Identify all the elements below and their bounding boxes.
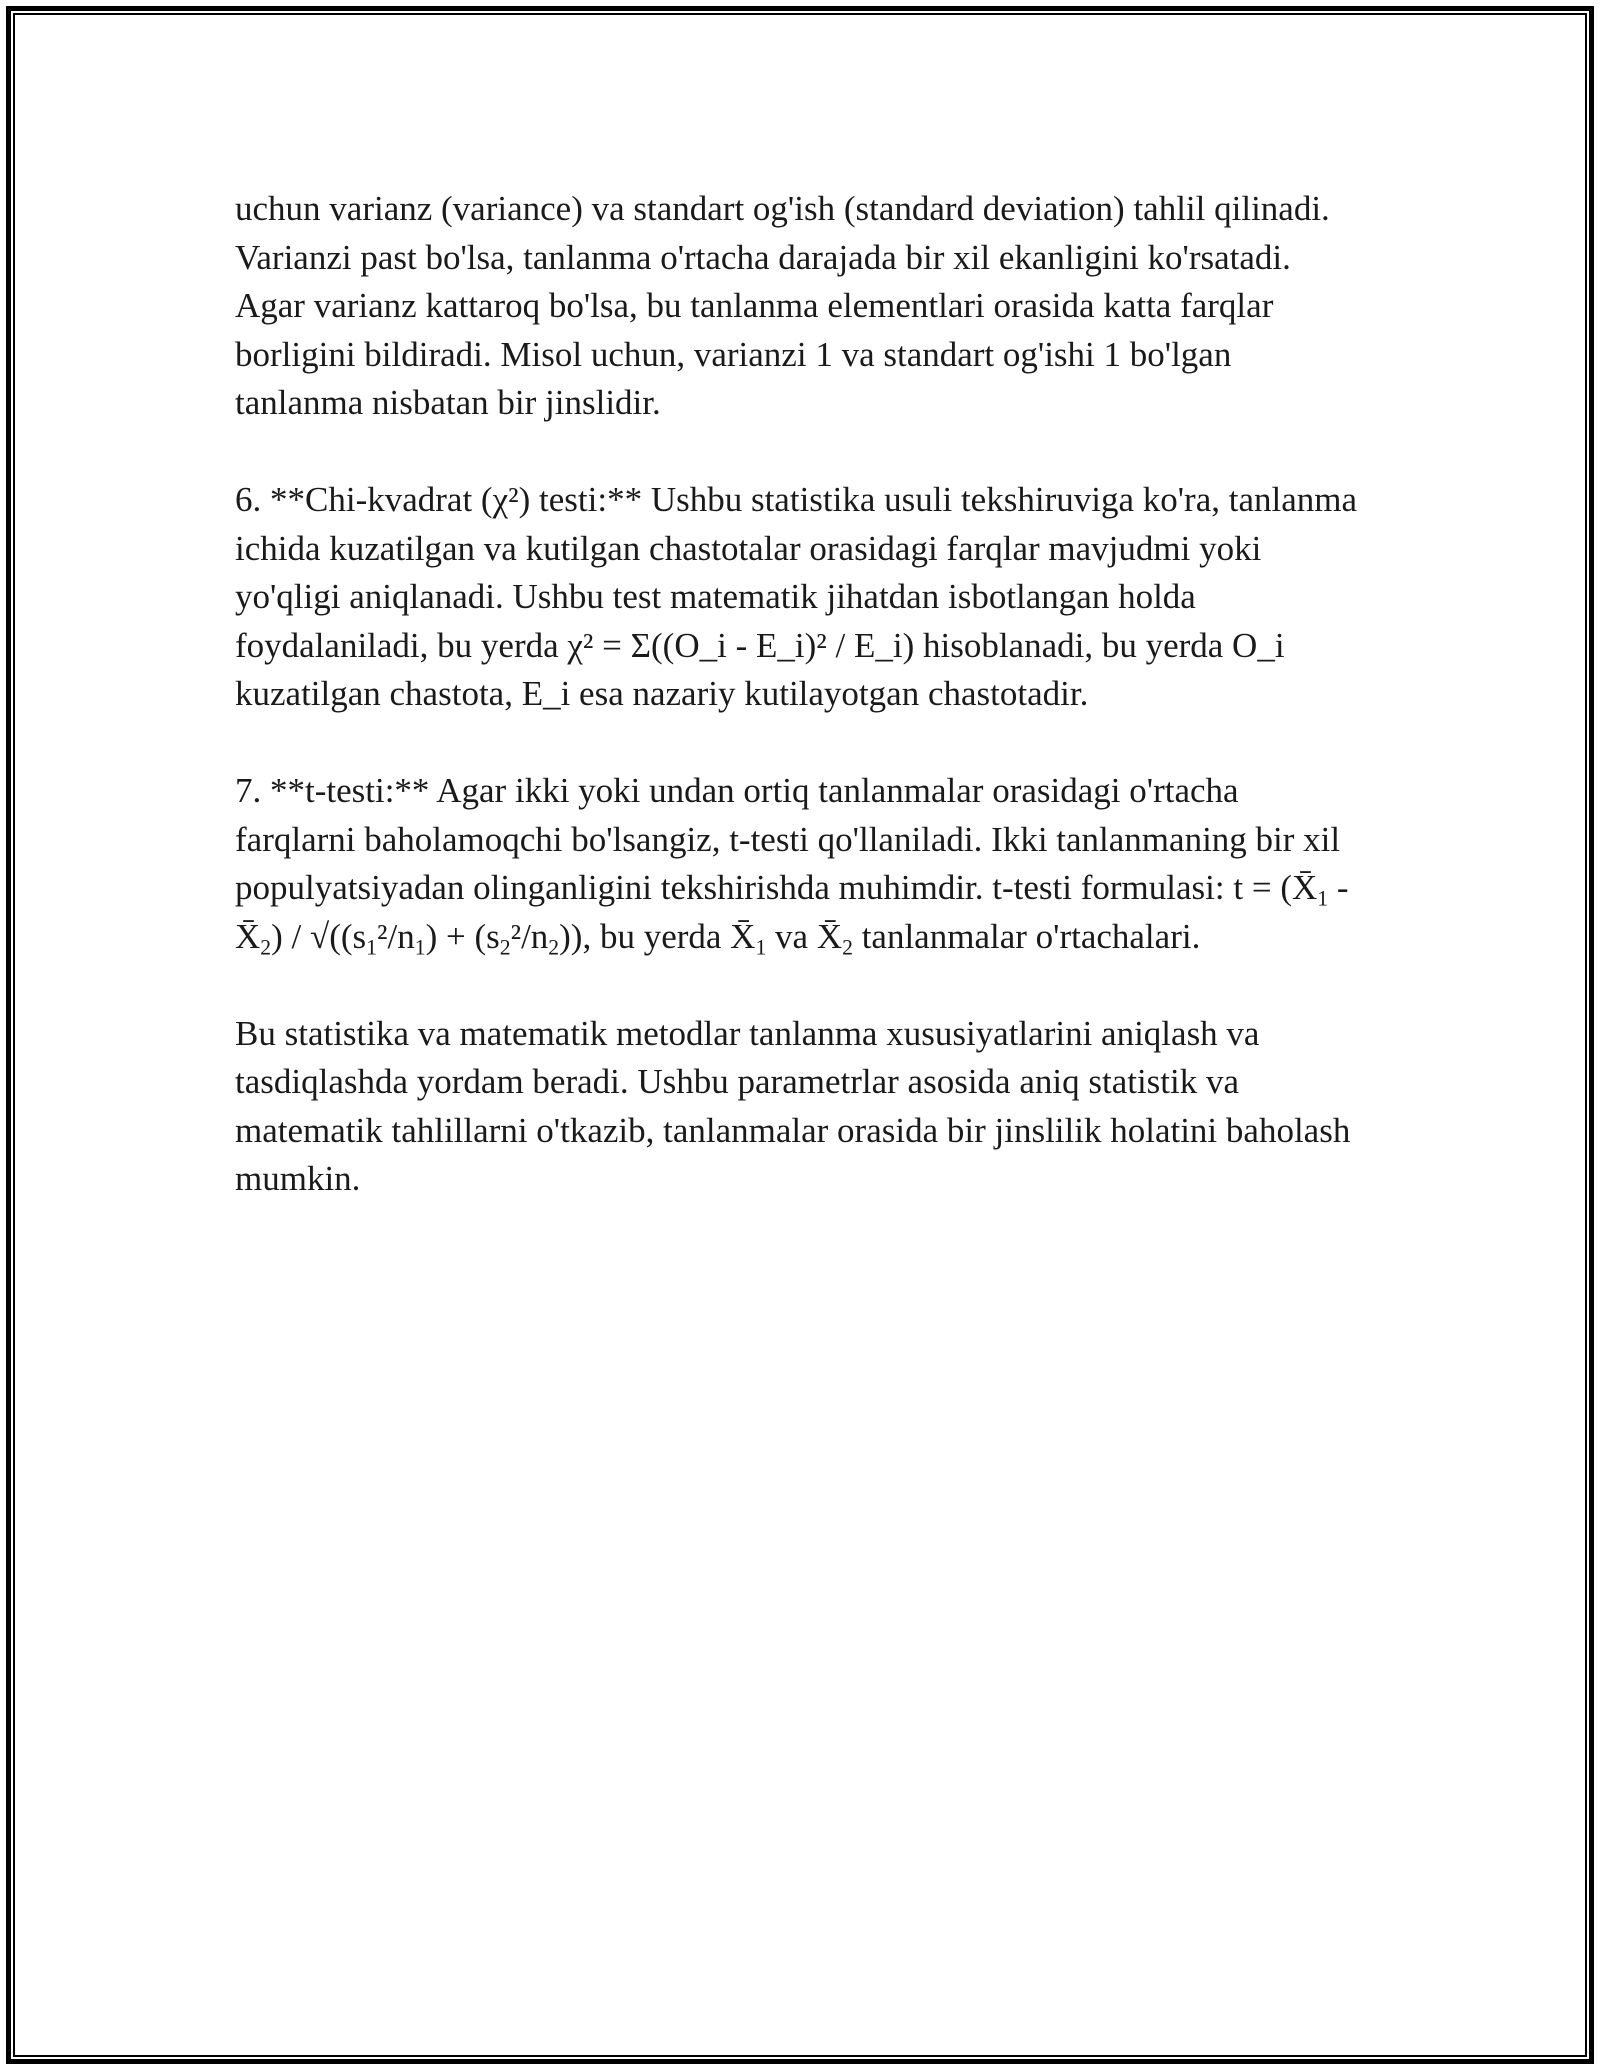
document-body bbox=[235, 185, 1360, 1204]
t-test-text-intro: 7. **t-testi:** Agar ikki yoki undan ortiq tanlanmalar orasidagi o'rtacha farqlarni baholamoqchi bo'lsangiz, t-testi qo'llaniladi. Ikki tanlanmaning bir xil populyatsiyadan olinganligini tekshirishda muhimdir. t-testi formulasi: t = (X̄ bbox=[235, 771, 1341, 907]
subscript: 1 bbox=[755, 935, 767, 959]
t-test-text-outro: tanlanmalar o'rtachalari. bbox=[852, 916, 1201, 956]
subscript: 1 bbox=[1317, 886, 1329, 911]
t-test-text: )), bu yerda X̄ bbox=[559, 916, 756, 956]
subscript: 2 bbox=[548, 935, 560, 959]
subscript: 2 bbox=[842, 935, 853, 959]
t-test-text: ) + (s bbox=[425, 916, 500, 956]
t-test-text: ) / √((s bbox=[271, 916, 367, 956]
paragraph-conclusion: Bu statistika va matematik metodlar tanlanma xususiyatlarini aniqlash va tasdiqlashda yordam beradi. Ushbu parametrlar asosida aniq statistik va matematik tahlillarni o'tkazib, tanlanmalar orasida bir jinslilik holatini baholash mumkin. bbox=[235, 1013, 1351, 1198]
subscript: 2 bbox=[499, 935, 511, 959]
paragraph-chi-square: 6. **Chi-kvadrat (χ²) testi:** Ushbu statistika usuli tekshiruviga ko'ra, tanlanma ichida kuzatilgan va kutilgan chastotalar orasidagi farqlar mavjudmi yoki yo'qligi aniqlanadi. Ushbu test matematik jihatdan isbotlangan holda foydalaniladi, bu yerda χ² = Σ((O_i - E_i)² / E_i) hisoblanadi, bu yerda O_i kuzatilgan chastota, E_i esa nazariy kutilayotgan chastotadir. bbox=[235, 480, 1357, 713]
t-test-text: ²/n bbox=[510, 916, 549, 956]
t-test-text: - X̄ bbox=[235, 868, 1349, 956]
paragraph-t-test bbox=[235, 767, 1360, 961]
subscript: 1 bbox=[414, 935, 426, 959]
subscript: 2 bbox=[260, 935, 272, 959]
t-test-text: va X̄ bbox=[766, 916, 843, 956]
subscript: 1 bbox=[366, 935, 377, 959]
paragraph-variance: uchun varianz (variance) va standart og'ish (standard deviation) tahlil qilinadi. Varianzi past bo'lsa, tanlanma o'rtacha darajada bir xil ekanligini ko'rsatadi. Agar varianz kattaroq bo'lsa, bu tanlanma elementlari orasida katta farqlar borligini bildiradi. Misol uchun, varianzi 1 va standart og'ishi 1 bo'lgan tanlanma nisbatan bir jinslidir. bbox=[235, 189, 1330, 422]
t-test-text: ²/n bbox=[377, 916, 415, 956]
